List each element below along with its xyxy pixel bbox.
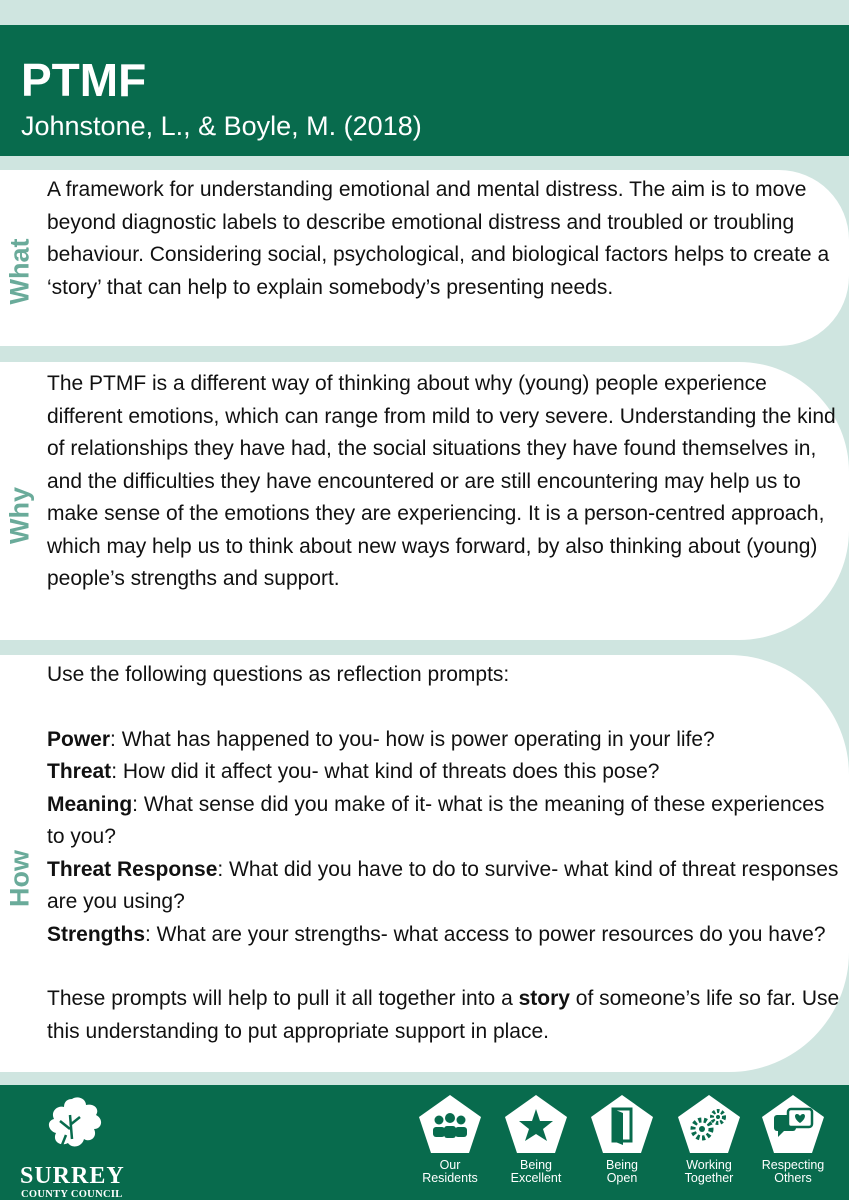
value-working-together: Working Together — [673, 1093, 745, 1185]
value-respecting-others: Respecting Others — [757, 1093, 829, 1185]
door-icon — [589, 1093, 655, 1155]
value-being-open: Being Open — [586, 1093, 658, 1185]
gears-icon — [676, 1093, 742, 1155]
oak-leaf-icon — [42, 1095, 106, 1157]
prompt-power: Power: What has happened to you- how is power operating in your life? — [47, 727, 715, 751]
what-section — [0, 170, 849, 346]
chat-heart-icon — [760, 1093, 826, 1155]
prompt-threat-response: Threat Response: What did you have to do to survive- what kind of threat responses are you using? — [47, 857, 839, 913]
prompt-meaning: Meaning: What sense did you make of it- what is the meaning of these experiences to you? — [47, 792, 825, 848]
how-closing: These prompts will help to pull it all together into a story of someone’s life so far. Use this understanding to put appropriate support in place. — [47, 987, 840, 1043]
why-text: The PTMF is a different way of thinking about why (young) people experience different emotions, which can range from mild to very severe. Understanding the kind of relationships they have had, the social situations they have found themselves in, and the difficulties they have encountered or are still encountering may help us to make sense of the emotions they are experiencing. It is a person-centred approach, which may help us to think about new ways forward, by also thinking about (young) people’s strengths and support. — [47, 372, 836, 590]
how-intro: Use the following questions as reflection prompts: — [47, 663, 510, 686]
how-section — [0, 655, 849, 1072]
what-label: What — [4, 238, 35, 305]
prompt-threat: Threat: How did it affect you- what kind of threats does this pose? — [47, 760, 660, 783]
footer — [0, 1085, 849, 1200]
why-label: Why — [4, 487, 35, 544]
why-section — [0, 362, 849, 640]
value-being-excellent: Being Excellent — [500, 1093, 572, 1185]
how-label: How — [4, 850, 35, 907]
how-text — [47, 659, 843, 1048]
logo-subtitle: COUNTY COUNCIL — [21, 1189, 123, 1200]
prompt-strengths: Strengths: What are your strengths- what access to power resources do you have? — [47, 922, 826, 946]
star-icon — [503, 1093, 569, 1155]
logo-name: SURREY — [20, 1163, 125, 1189]
value-our-residents: Our Residents — [414, 1093, 486, 1185]
page-title: PTMF — [21, 54, 147, 106]
header — [0, 25, 849, 156]
what-text: A framework for understanding emotional and mental distress. The aim is to move beyond diagnostic labels to describe emotional distress and troubled or troubling behaviour. Considering social, psychological, and biological factors helps to create a ‘story’ that can help to explain somebody’s presenting needs. — [47, 178, 830, 299]
page-subtitle: Johnstone, L., & Boyle, M. (2018) — [21, 111, 422, 141]
people-icon — [417, 1093, 483, 1155]
surrey-logo — [18, 1095, 133, 1200]
